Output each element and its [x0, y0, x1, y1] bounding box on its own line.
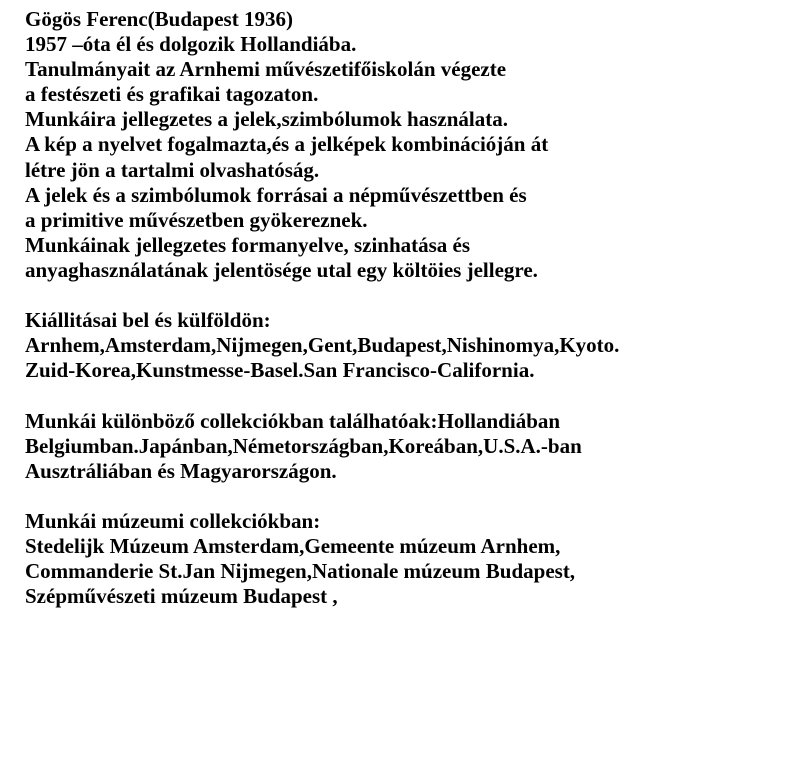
document-body — [25, 7, 795, 609]
collections-line: Belgiumban.Japánban,Németországban,Koreában,U.S.A.-ban — [25, 433, 582, 458]
biography-line: Munkáira jellegzetes a jelek,szimbólumok használata. — [25, 107, 508, 132]
biography-line: A kép a nyelvet fogalmazta,és a jelképek kombinációján át — [25, 132, 549, 157]
museums-section — [25, 509, 795, 609]
museums-line: Stedelijk Múzeum Amsterdam,Gemeente múzeum Arnhem, — [25, 533, 561, 558]
paragraph-gap — [25, 283, 795, 308]
biography-line: a festészeti és grafikai tagozaton. — [25, 82, 319, 107]
biography-line: létre jön a tartalmi olvashatóság. — [25, 157, 320, 182]
collections-heading: Munkái különböző collekciókban találhatóak:Hollandiában — [25, 408, 561, 433]
exhibitions-heading: Kiállitásai bel és külföldön: — [25, 308, 271, 333]
collections-section — [25, 409, 795, 484]
exhibitions-line: Zuid-Korea,Kunstmesse-Basel.San Francisco-California. — [25, 358, 535, 383]
biography-section — [25, 7, 795, 283]
end-mark: , — [332, 584, 338, 609]
exhibitions-section — [25, 308, 795, 383]
paragraph-gap — [25, 383, 795, 408]
paragraph-gap — [25, 484, 795, 509]
biography-line: 1957 –óta él és dolgozik Hollandiába. — [25, 32, 357, 57]
biography-line: anyaghasználatának jelentösége utal egy költöies jellegre. — [25, 257, 538, 282]
museums-last-line-text: Szépművészeti múzeum Budapest — [25, 584, 328, 609]
museums-last-line — [25, 584, 795, 609]
biography-line: a primitive művészetben gyökereznek. — [25, 207, 368, 232]
biography-line: A jelek és a szimbólumok forrásai a népművészettben és — [25, 182, 527, 207]
museums-heading: Munkái múzeumi collekciókban: — [25, 508, 321, 533]
collections-line: Ausztráliában és Magyarországon. — [25, 458, 337, 483]
biography-title-line: Gögös Ferenc(Budapest 1936) — [25, 7, 293, 31]
biography-line: Tanulmányait az Arnhemi művészetifőiskolán végezte — [25, 57, 507, 82]
biography-line: Munkáinak jellegzetes formanyelve, szinhatása és — [25, 232, 471, 257]
museums-line: Commanderie St.Jan Nijmegen,Nationale múzeum Budapest, — [25, 559, 576, 584]
exhibitions-line: Arnhem,Amsterdam,Nijmegen,Gent,Budapest,Nishinomya,Kyoto. — [25, 333, 620, 358]
